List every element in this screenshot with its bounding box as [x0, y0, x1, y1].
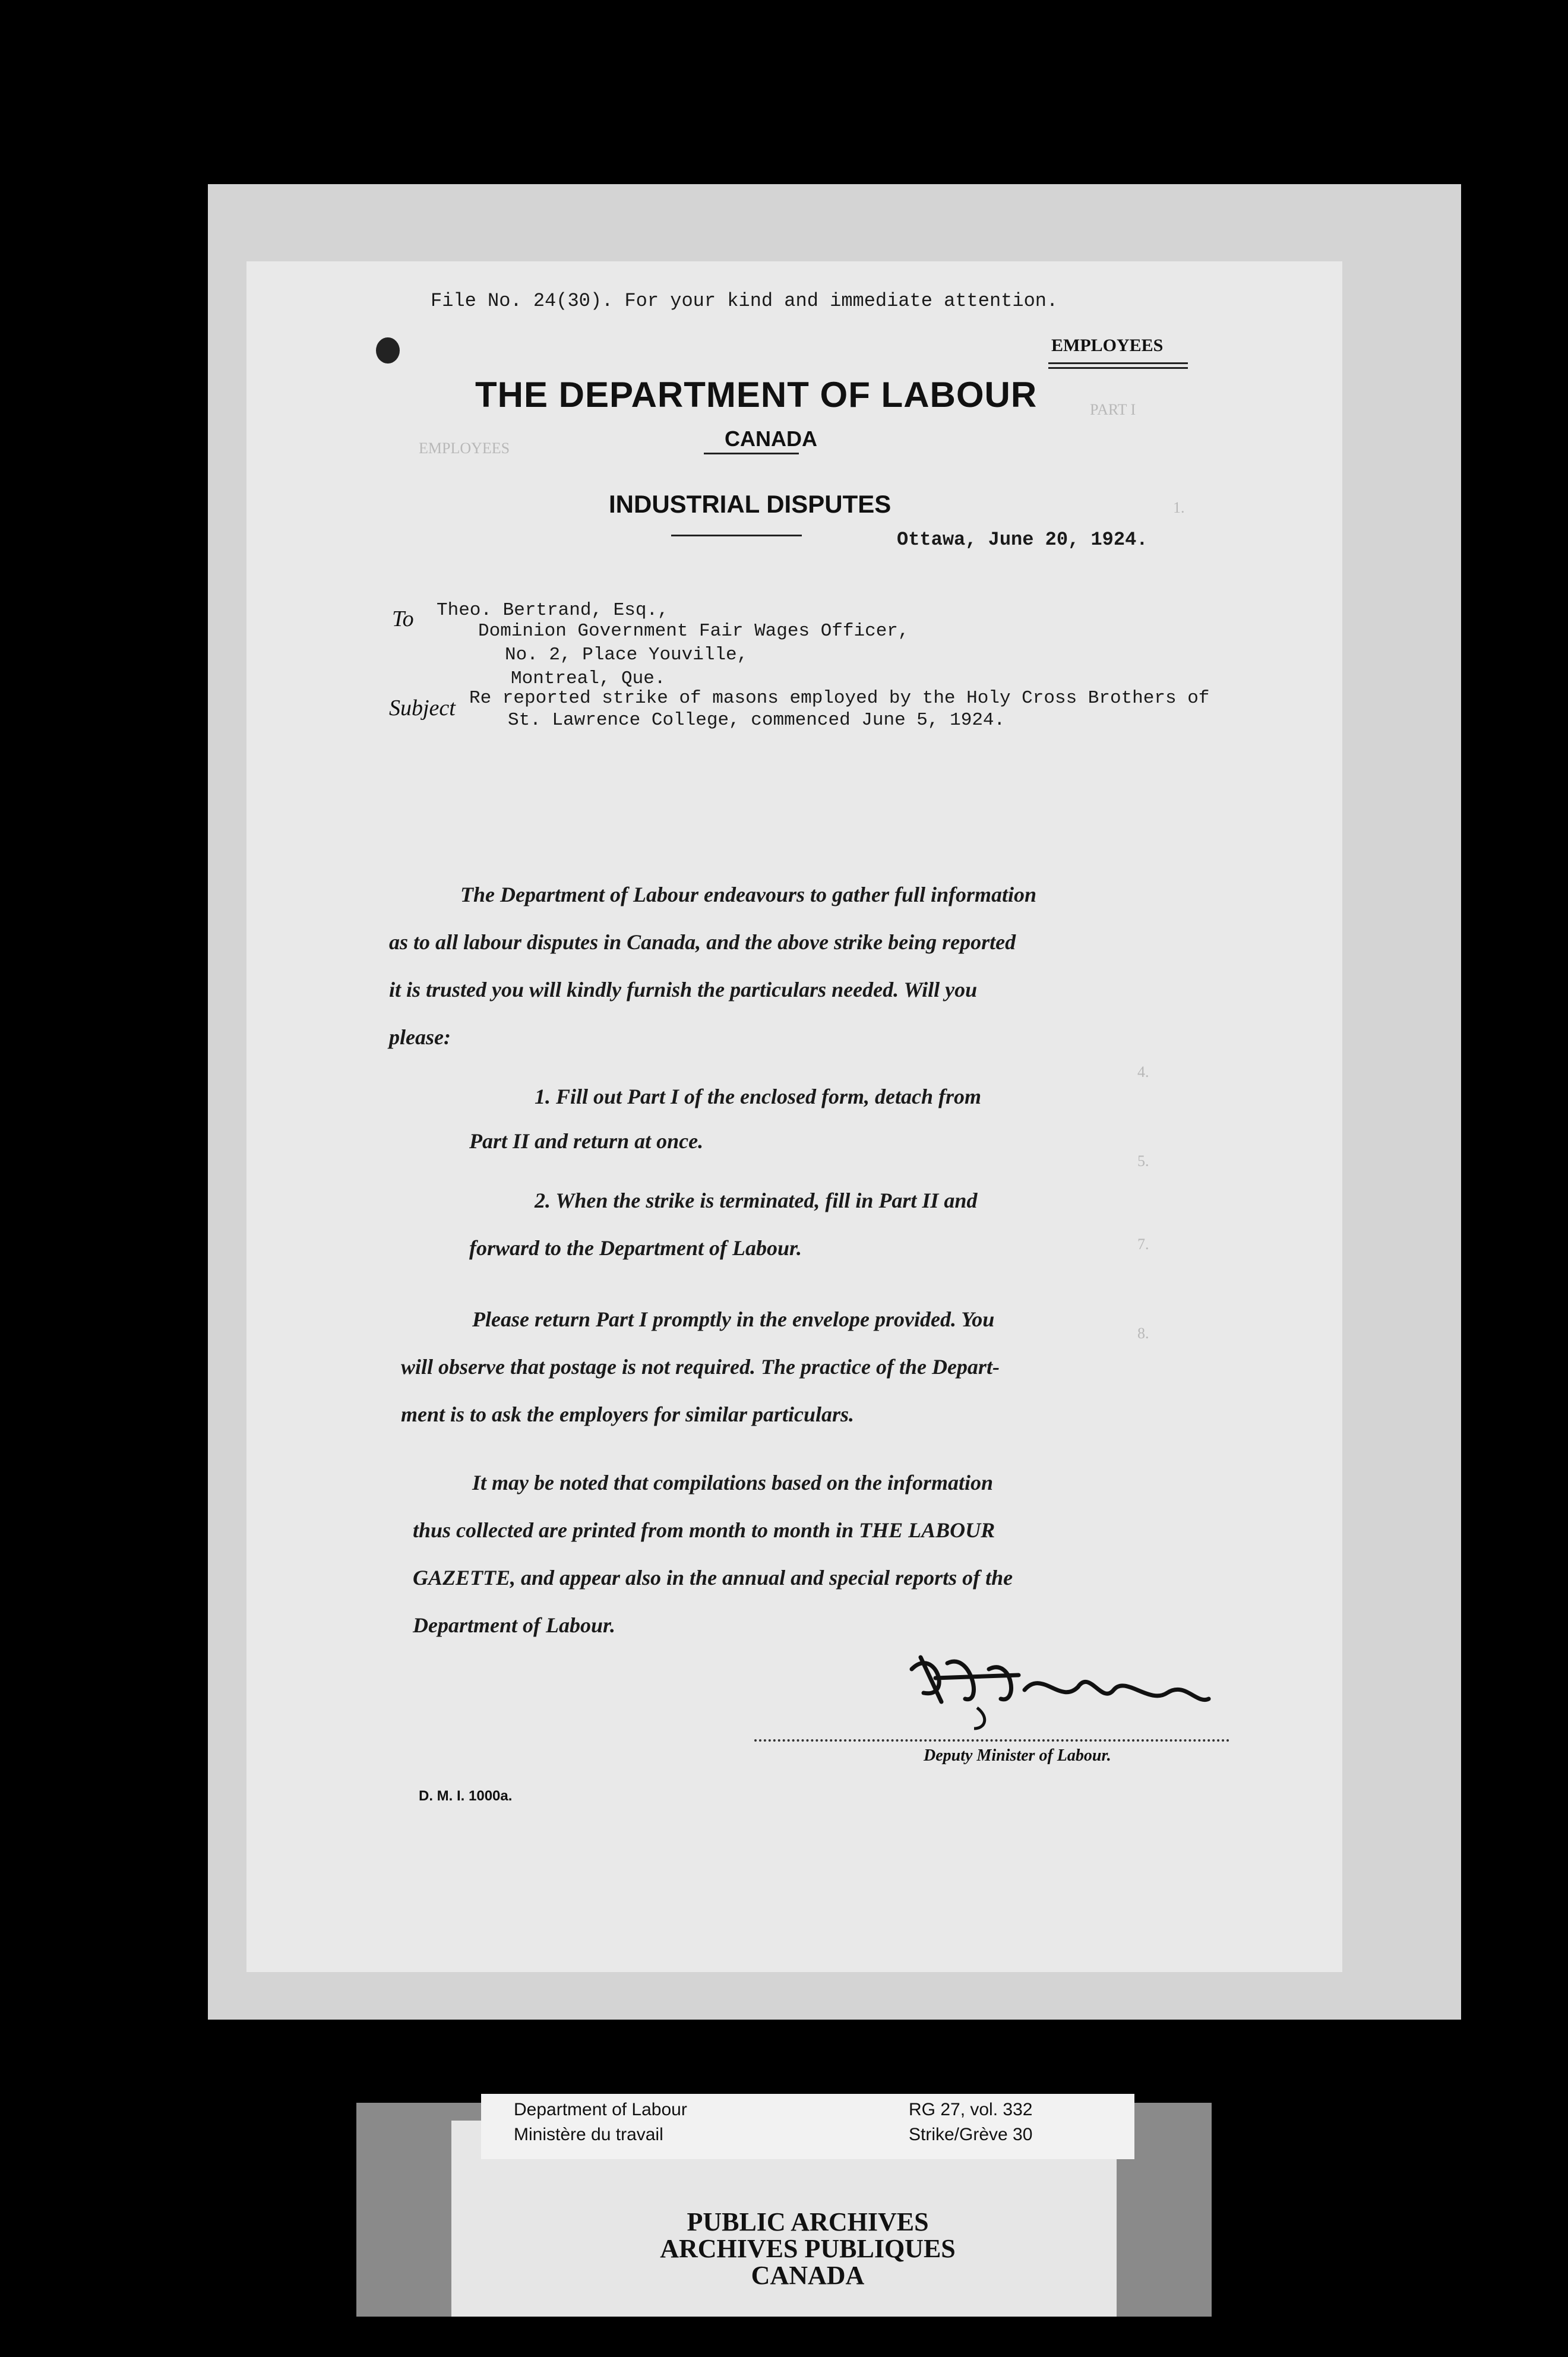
to-label: To [392, 606, 414, 631]
bleed-through-text: 4. [1137, 1063, 1149, 1080]
archive-reference-card [481, 2094, 1134, 2159]
paragraph-line: will observe that postage is not required. The practice of the Depart- [401, 1355, 1000, 1379]
signature-line [754, 1739, 1229, 1742]
strike-number: Strike/Grève 30 [909, 2125, 1033, 2144]
file-number-line: File No. 24(30). For your kind and immediate attention. [431, 290, 1058, 312]
department-title: THE DEPARTMENT OF LABOUR [475, 375, 1038, 415]
paragraph-line: GAZETTE, and appear also in the annual and special reports of the [413, 1566, 1013, 1590]
list-item: 2. When the strike is terminated, fill in Part II and [535, 1189, 978, 1212]
address-line: Dominion Government Fair Wages Officer, [478, 621, 909, 642]
employees-underline [1048, 362, 1188, 364]
paragraph-line: please: [389, 1025, 451, 1049]
bleed-through-text: 8. [1137, 1325, 1149, 1342]
paragraph-line: it is trusted you will kindly furnish the particulars needed. Will you [389, 978, 978, 1001]
employees-heading: EMPLOYEES [1051, 336, 1164, 355]
paragraph-line: The Department of Labour endeavours to gather full information [460, 883, 1037, 906]
section-heading: INDUSTRIAL DISPUTES [609, 490, 892, 518]
archives-title-en: PUBLIC ARCHIVES [687, 2207, 929, 2236]
address-line: Theo. Bertrand, Esq., [437, 600, 669, 621]
paragraph-line: Department of Labour. [413, 1613, 616, 1637]
paragraph-line: ment is to ask the employers for similar particulars. [401, 1402, 855, 1426]
letter-date: Ottawa, June 20, 1924. [897, 529, 1148, 551]
divider [704, 453, 799, 454]
bleed-through-text: 5. [1137, 1152, 1149, 1170]
letter-page [246, 261, 1342, 1972]
employees-underline [1048, 367, 1188, 369]
bleed-through-text: 7. [1137, 1236, 1149, 1253]
department-english: Department of Labour [514, 2100, 687, 2119]
subject-line: Re reported strike of masons employed by the Holy Cross Brothers of [469, 688, 1210, 709]
record-group-reference: RG 27, vol. 332 [909, 2100, 1033, 2119]
signature-title: Deputy Minister of Labour. [924, 1746, 1111, 1765]
list-item: 1. Fill out Part I of the enclosed form, detach from [535, 1085, 981, 1108]
punch-hole [376, 337, 400, 364]
paragraph-line: as to all labour disputes in Canada, and the above strike being reported [389, 930, 1016, 954]
list-item: Part II and return at once. [469, 1129, 704, 1153]
address-line: Montreal, Que. [511, 668, 666, 689]
subject-line: St. Lawrence College, commenced June 5, 1924. [508, 710, 1006, 731]
divider [671, 535, 802, 536]
archives-country: CANADA [751, 2261, 865, 2290]
paragraph-line: thus collected are printed from month to month in THE LABOUR [413, 1518, 995, 1542]
bleed-through-text: EMPLOYEES [419, 440, 510, 457]
handwritten-signature [900, 1634, 1221, 1734]
subject-label: Subject [389, 696, 456, 721]
paragraph-line: It may be noted that compilations based on the information [472, 1471, 994, 1495]
address-line: No. 2, Place Youville, [505, 644, 748, 665]
archives-title-fr: ARCHIVES PUBLIQUES [660, 2234, 956, 2263]
list-item: forward to the Department of Labour. [469, 1236, 802, 1260]
country-heading: CANADA [725, 426, 817, 451]
form-code: D. M. I. 1000a. [419, 1788, 513, 1804]
bleed-through-text: PART I [1090, 401, 1136, 418]
department-french: Ministère du travail [514, 2125, 663, 2144]
paragraph-line: Please return Part I promptly in the envelope provided. You [472, 1307, 995, 1331]
bleed-through-text: 1. [1173, 499, 1185, 516]
